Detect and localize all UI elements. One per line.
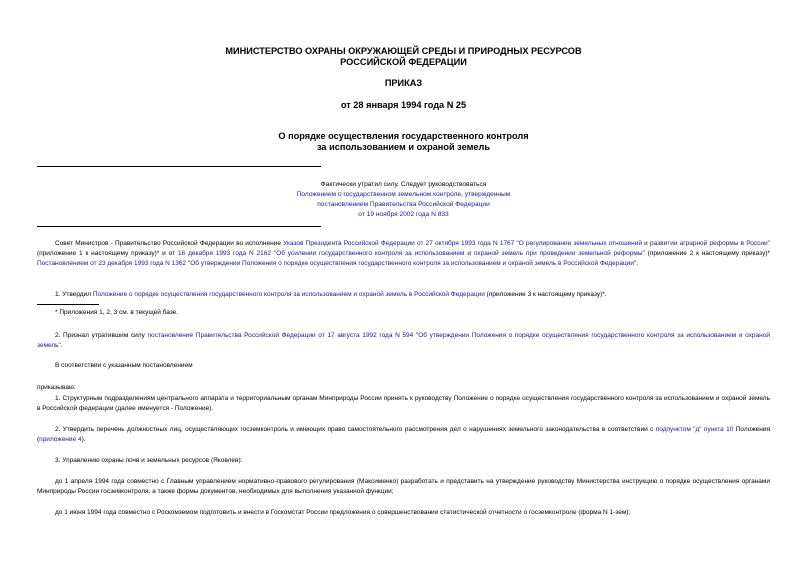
link-presidential-decree-1767[interactable]: Указов Президента Российской Федерации от 27 октября 1993 года N 1767 "О регулировании земельных отношений и развитии аграрной реформы в России" <box>283 240 770 247</box>
status-note-link-line3[interactable]: постановлением Правительства Российской Федерации <box>317 201 490 208</box>
status-note-line1: Фактически утратил силу. Следует руководствоваться <box>320 181 487 188</box>
order-3b-paragraph: до 1 июня 1994 года совместно с Роскомземом подготовить и внести в Госкомстат России предложения о совершенствовании статистической отчетности о госземконтроле (форма N 1-зем); <box>55 509 631 516</box>
footnote-rule <box>37 304 99 305</box>
link-resolution-594[interactable]: постановление Правительства Российской Федерации от 17 августа 1992 года N 594 "Об утверждении Положения о порядке осуществления государственного контроля за использованием и охраной земель" <box>37 332 770 349</box>
order-word: приказываю: <box>37 384 76 391</box>
link-appendix-4[interactable]: приложение 4 <box>39 436 82 443</box>
link-resolution-1362[interactable]: Постановлением от 23 декабря 1993 года N 1362 "Об утверждении Положения о порядке осуществления государственного контроля за использованием и охраной земель в Российской Федерации" <box>37 260 637 267</box>
status-note-link-line2[interactable]: Положением о государственном земельном контроле, утвержденным <box>296 191 511 198</box>
order-1-paragraph: 1. Структурным подразделениям центрального аппарата и территориальным органам Минприроды России принять к руководству Положение о порядке осуществления государственного контроля за использованием и охраной земель в Российской федерации (далее именуется - Положение). <box>37 395 770 412</box>
order-3-paragraph: 3. Управлению охраны почв и земельных ресурсов (Яковлев): <box>55 457 243 464</box>
status-note-top-rule <box>37 166 321 167</box>
document-title-line1: О порядке осуществления государственного контроля <box>278 131 529 141</box>
order-3a-paragraph: до 1 апреля 1994 года совместно с Главным управлением нормативно-правового регулирования (Максименко) разработать и представить на утверждение руководству Министерства инструкцию о порядке осуществления органами Минприроды России госземконтроля, а также формы документов, необходимых для выполнения указанной функции; <box>37 478 770 495</box>
link-subparagraph-d-point-10[interactable]: подпунктом "д" пункта 10 <box>655 426 734 433</box>
footnote: * Приложения 1, 2, 3 см. в текущей базе. <box>55 309 179 316</box>
link-regulation-state-control[interactable]: Положение о порядке осуществления государственного контроля за использованием и охраной земель в Российской Федерации <box>92 291 485 298</box>
document-type: ПРИКАЗ <box>384 78 423 88</box>
ministry-name-line2: РОССИЙСКОЙ ФЕДЕРАЦИИ <box>340 57 467 67</box>
link-decree-2162[interactable]: 16 декабря 1993 года N 2162 "Об усилении государственного контроля за использованием и охраной земель при проведении земельной реформы" <box>177 250 645 257</box>
item-1-paragraph: 1. Утвердил Положение о порядке осуществления государственного контроля за использованием и охраной земель в Российской Федерации (приложение 3 к настоящему приказу)*. <box>55 291 607 298</box>
document-date: от 28 января 1994 года N 25 <box>340 100 467 110</box>
accordance-paragraph: В соответствии с указанным постановлением <box>55 362 193 369</box>
order-2-paragraph: 2. Утвердить перечень должностных лиц, осуществляющих госземконтроль и имеющих право самостоятельного рассмотрения дел о нарушениях земельного законодательства в соответствии с подпунктом "д" пункта 10 Положения (приложение 4). <box>37 426 771 443</box>
item-2-paragraph: 2. Признал утратившим силу постановление Правительства Российской Федерации от 17 августа 1992 года N 594 "Об утверждении Положения о порядке осуществления государственного контроля за использованием и охраной земель". <box>37 332 770 349</box>
status-note-link-line4[interactable]: от 19 ноября 2002 года N 833 <box>358 211 449 218</box>
ministry-name-line1: МИНИСТЕРСТВО ОХРАНЫ ОКРУЖАЮЩЕЙ СРЕДЫ И ПРИРОДНЫХ РЕСУРСОВ <box>225 46 582 56</box>
status-note-bottom-rule <box>37 226 321 227</box>
preamble-paragraph: Совет Министров - Правительство Российской Федерации во исполнение Указов Президента Российской Федерации от 27 октября 1993 года N 1767 "О регулировании земельных отношений и развитии аграрной реформы в России" (приложение 1 к настоящему приказу)* и от 16 декабря 1993 года N 2162 "Об усилении государственного контроля за использованием и охраной земель при проведении земельной реформы" (приложение 2 к настоящему приказу)* Постановлением от 23 декабря 1993 года N 1362 "Об утверждении Положения о порядке осуществления государственного контроля за использованием и охраной земель в Российской Федерации": <box>37 240 771 267</box>
document-title-line2: за использованием и охраной земель <box>316 142 490 152</box>
